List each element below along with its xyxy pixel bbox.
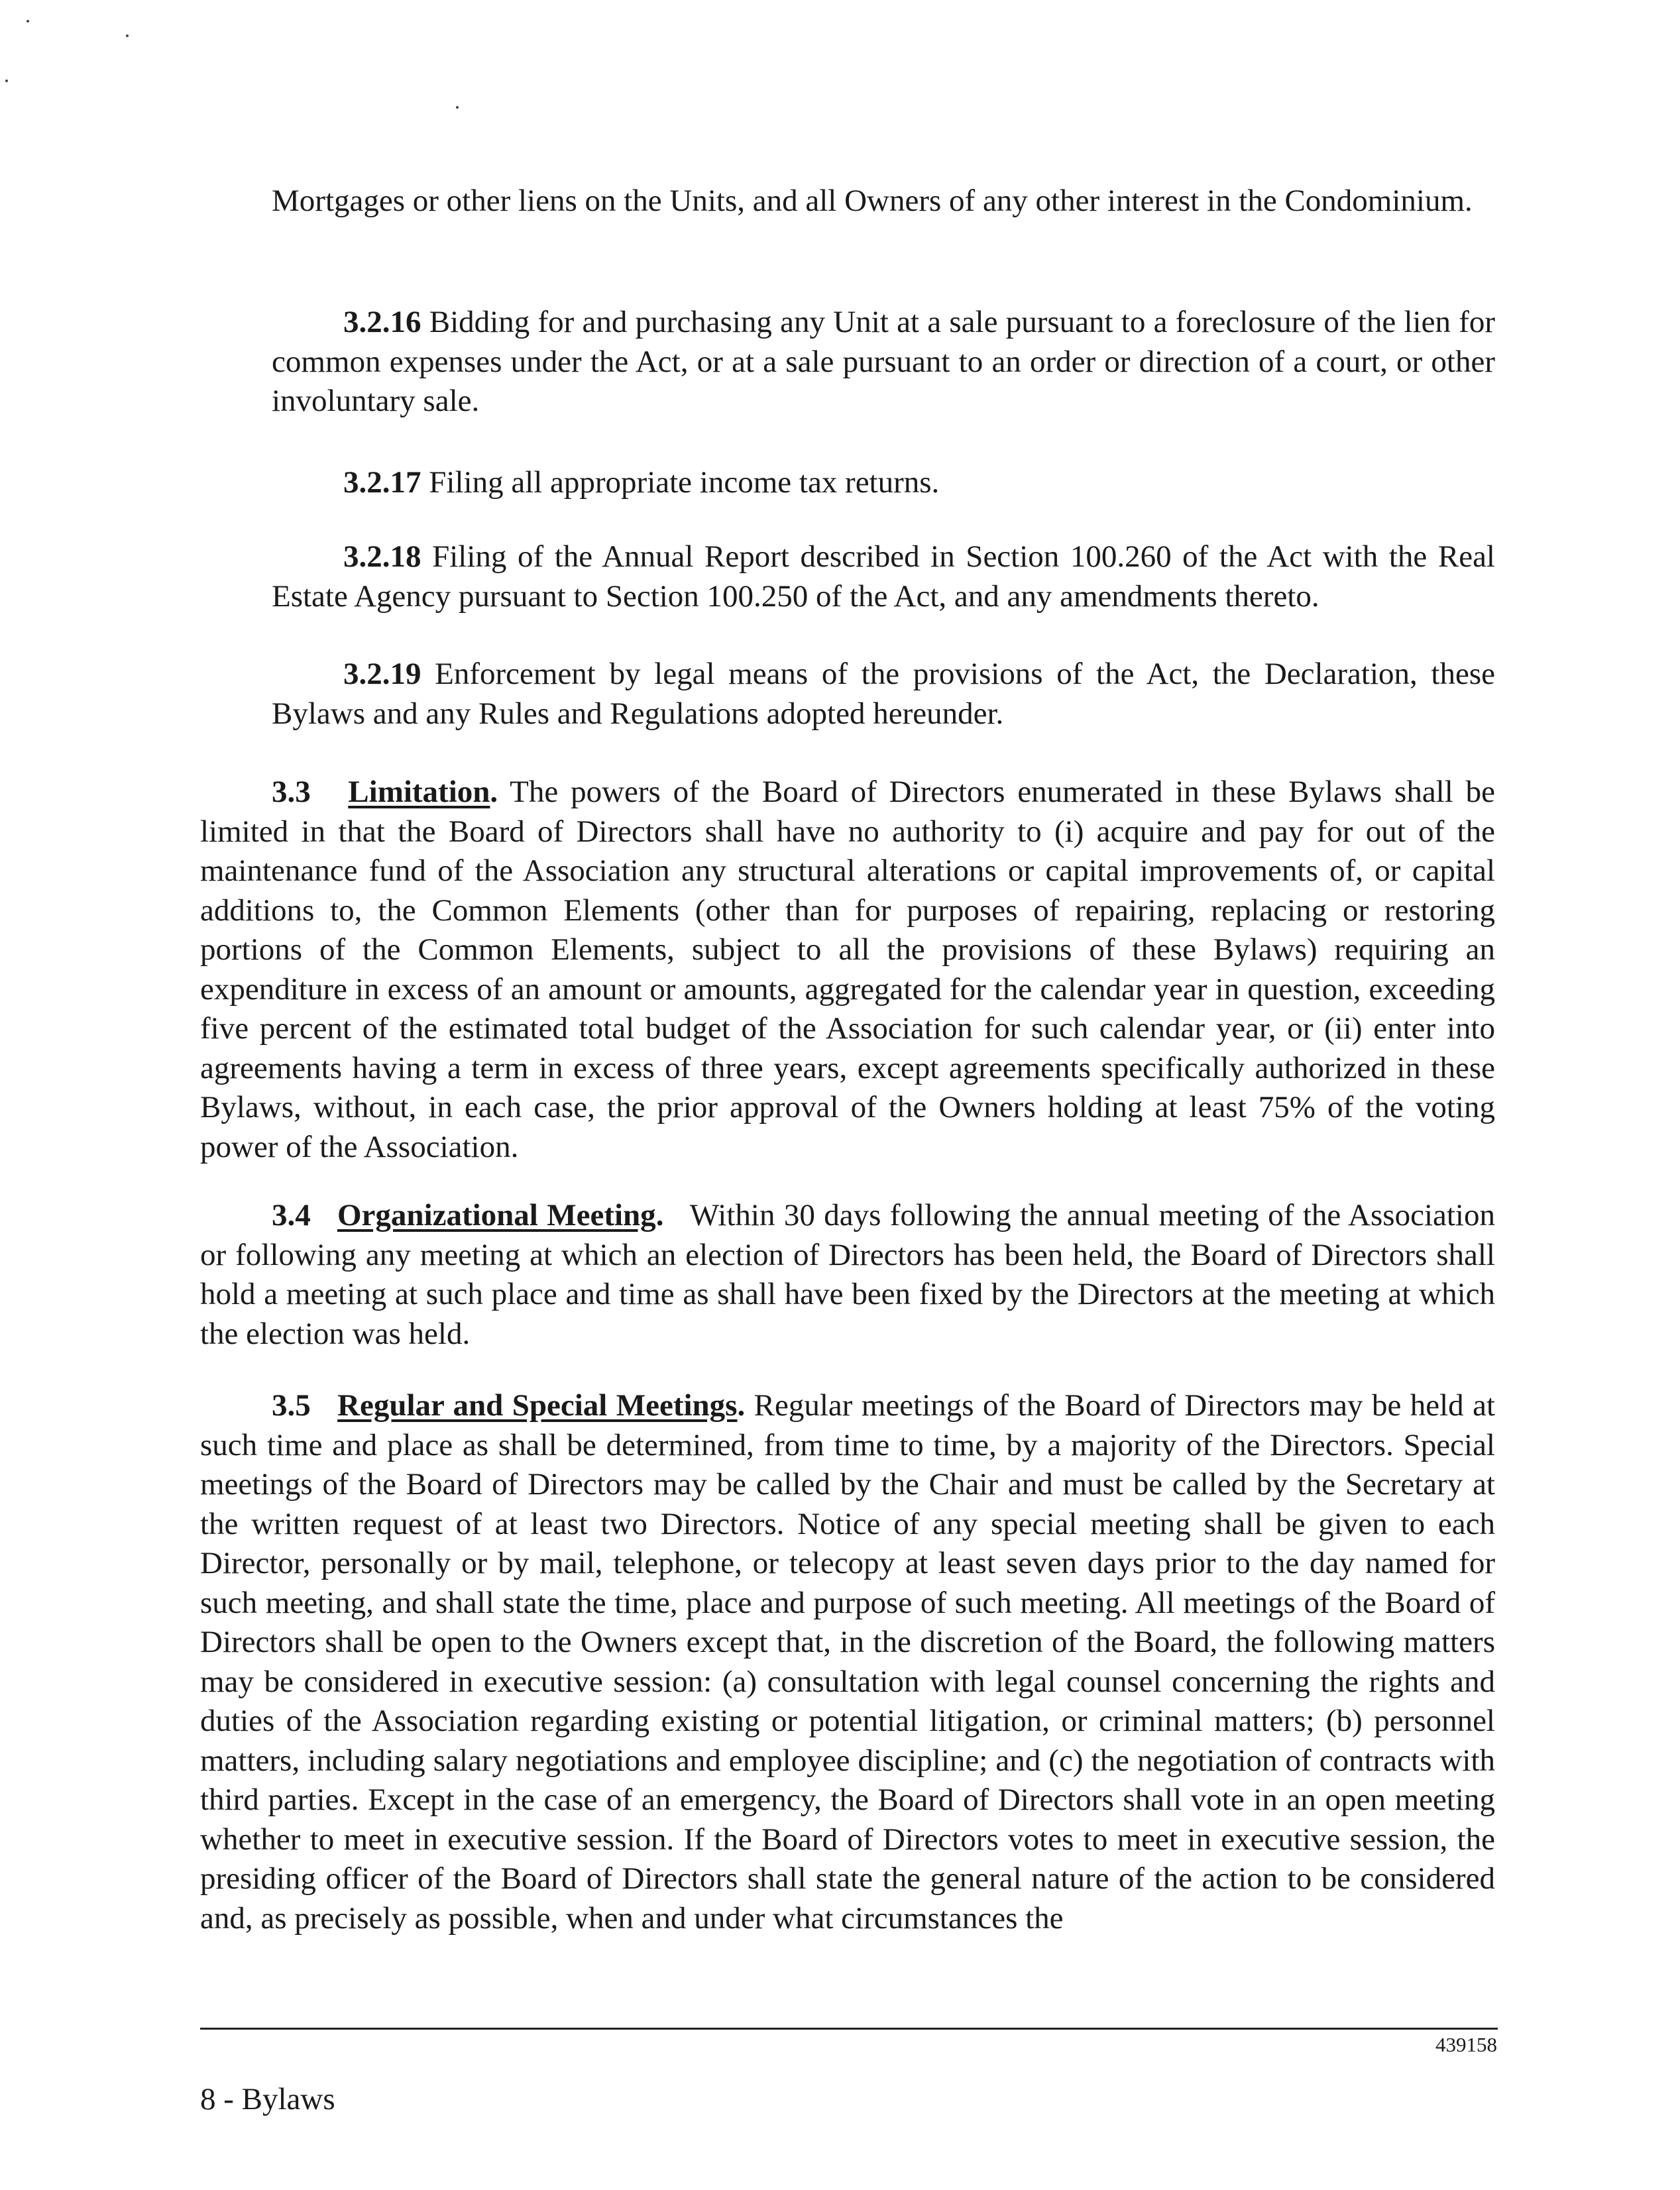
section-number: 3.4 [272,1198,311,1232]
item-number: 3.2.18 [343,539,421,574]
section-text: Within 30 days following the annual meeting of the Association or following any meeting at which an election of Directors has been held, the Board of Directors shall hold a meeting at such place and time as shall have been fixed by the Directors at the meeting at which the election was held. [200,1198,1495,1351]
item-number: 3.2.17 [343,465,421,500]
section-3-5: 3.5 Regular and Special Meetings. Regular meetings of the Board of Directors may be held at such time and place as shall be determined, from time to time, by a majority of the Directors. Special meetings of the Board of Directors may be called by the Chair and must be called by the Secretary at the written request of at least two Directors. Notice of any special meeting shall be given to each Director, personally or by mail, telephone, or telecopy at least seven days prior to the day named for such meeting, and shall state the time, place and purpose of such meeting. All meetings of the Board of Directors shall be open to the Owners except that, in the discretion of the Board, the following matters may be considered in executive session: (a) consultation with legal counsel concerning the rights and duties of the Association regarding existing or potential litigation, or criminal matters; (b) personnel matters, including salary negotiations and employee discipline; and (c) the negotiation of contracts with third parties. Except in the case of an emergency, the Board of Directors shall vote in an open meeting whether to meet in executive session. If the Board of Directors votes to meet in executive session, the presiding officer of the Board of Directors shall state the general nature of the action to be considered and, as precisely as possible, when and under what circumstances the [200,1388,1495,1936]
section-heading: Limitation [348,775,490,809]
item-text: Filing all appropriate income tax returns. [429,465,940,500]
item-text: Enforcement by legal means of the provisions of the Act, the Declaration, these Bylaws and any Rules and Regulations adopted hereunder. [272,657,1496,731]
section-heading: Organizational Meeting [337,1198,656,1232]
document-number: 439158 [1435,2033,1497,2056]
section-heading: Regular and Special Meetings [337,1388,738,1423]
section-3-3: 3.3 Limitation. The powers of the Board of Directors enumerated in these Bylaws shall be limited in that the Board of Directors shall have no authority to (i) acquire and pay for out of the maintenance fund of the Association any structural alterations or capital improvements of, or capital additions to, the Common Elements (other than for purposes of repairing, replacing or restoring portions of the Common Elements, subject to all the provisions of these Bylaws) requiring an expenditure in excess of an amount or amounts, aggregated for the calendar year in question, exceeding five percent of the estimated total budget of the Association for such calendar year, or (ii) enter into agreements having a term in excess of three years, except agreements specifically authorized in these Bylaws, without, in each case, the prior approval of the Owners holding at least 75% of the voting power of the Association. [200,775,1495,1164]
section-text: The powers of the Board of Directors enumerated in these Bylaws shall be limited in that the Board of Directors shall have no authority to (i) acquire and pay for out of the maintenance fund of the Association any structural alterations or capital improvements of, or capital additions to, the Common Elements (other than for purposes of repairing, replacing or restoring portions of the Common Elements, subject to all the provisions of these Bylaws) requiring an expenditure in excess of an amount or amounts, aggregated for the calendar year in question, exceeding five percent of the estimated total budget of the Association for such calendar year, or (ii) enter into agreements having a term in excess of three years, except agreements specifically authorized in these Bylaws, without, in each case, the prior approval of the Owners holding at least 75% of the voting power of the Association. [200,775,1495,1164]
section-text: Regular meetings of the Board of Directors may be held at such time and place as shall be determined, from time to time, by a majority of the Directors. Special meetings of the Board of Directors may be called by the Chair and must be called by the Secretary at the written request of at least two Directors. Notice of any special meeting shall be given to each Director, personally or by mail, telephone, or telecopy at least seven days prior to the day named for such meeting, and shall state the time, place and purpose of such meeting. All meetings of the Board of Directors shall be open to the Owners except that, in the discretion of the Board, the following matters may be considered in executive session: (a) consultation with legal counsel concerning the rights and duties of the Association regarding existing or potential litigation, or criminal matters; (b) personnel matters, including salary negotiations and employee discipline; and (c) the negotiation of contracts with third parties. Except in the case of an emergency, the Board of Directors shall vote in an open meeting whether to meet in executive session. If the Board of Directors votes to meet in executive session, the presiding officer of the Board of Directors shall state the general nature of the action to be considered and, as precisely as possible, when and under what circumstances the [200,1388,1495,1936]
continuation-text: Mortgages or other liens on the Units, and all Owners of any other interest in the Condominium. [272,184,1473,218]
item-text: Filing of the Annual Report described in Section 100.260 of the Act with the Real Estate Agency pursuant to Section 100.250 of the Act, and any amendments thereto. [272,539,1495,614]
scan-speck [126,34,129,37]
item-number: 3.2.16 [343,305,421,339]
section-3-4: 3.4 Organizational Meeting. Within 30 days following the annual meeting of the Association or following any meeting at which an election of Directors has been held, the Board of Directors shall hold a meeting at such place and time as shall have been fixed by the Directors at the meeting at which the election was held. [200,1198,1495,1351]
item-number: 3.2.19 [343,657,421,691]
scan-speck [5,80,8,82]
item-text: Bidding for and purchasing any Unit at a sale pursuant to a foreclosure of the lien for common expenses under the Act, or at a sale pursuant to an order or direction of a court, or other involuntary sale. [272,305,1496,418]
scan-speck [27,20,29,23]
section-number: 3.5 [272,1388,311,1423]
section-number: 3.3 [272,775,311,809]
item-3-2-19 [272,655,1495,734]
scan-speck [456,106,459,109]
item-3-2-16 [272,303,1495,421]
page-label: 8 - Bylaws [200,2082,335,2116]
continuation-paragraph [272,182,1495,221]
item-3-2-17 [272,463,1495,503]
item-3-2-18 [272,537,1495,616]
footer-rule [200,2028,1498,2030]
